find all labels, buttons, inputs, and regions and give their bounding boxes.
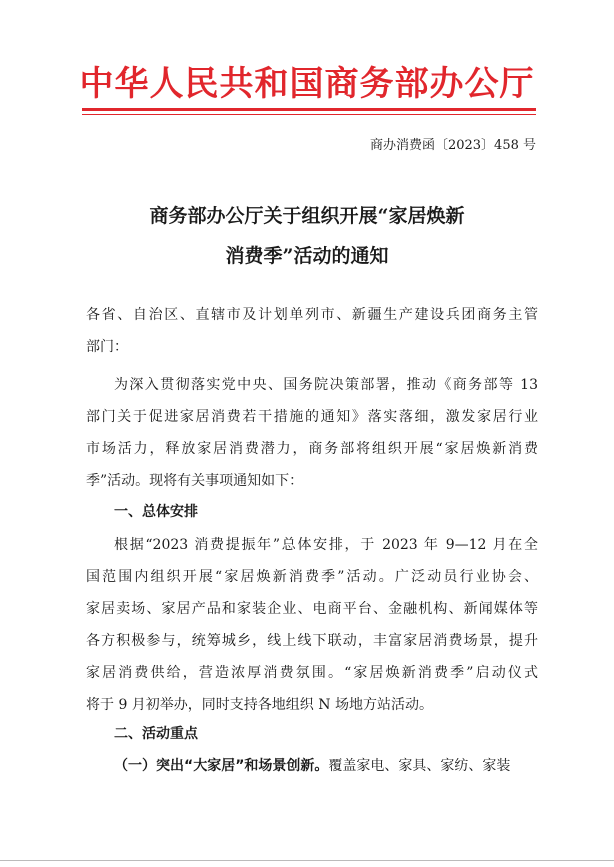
paragraph-line: 家居卖场、家居产品和家装企业、电商平台、金融机构、新闻媒体等 xyxy=(86,601,538,617)
subsection-line xyxy=(114,751,538,781)
paragraph-line: 各方积极参与，统筹城乡，线上线下联动，丰富家居消费场景，提升 xyxy=(86,633,538,649)
document-number: 商办消费函〔2023〕458 号 xyxy=(369,138,536,153)
document-title xyxy=(0,196,614,276)
red-divider-thick xyxy=(82,108,536,111)
paragraph-line: 根据“2023 消费提振年”总体安排，于 2023 年 9—12 月在全 xyxy=(114,537,538,553)
section-heading: 一、总体安排 xyxy=(114,504,198,520)
addressee-line: 各省、自治区、直辖市及计划单列市、新疆生产建设兵团商务主管 xyxy=(86,307,538,323)
red-divider-thin xyxy=(82,114,536,115)
section-heading: 二、活动重点 xyxy=(114,726,198,742)
subsection-heading: （一）突出“大家居”和场景创新。 xyxy=(114,758,329,774)
paragraph-line: 市场活力，释放家居消费潜力，商务部将组织开展“家居焕新消费 xyxy=(86,441,538,457)
paragraph-line: 将于 9 月初举办，同时支持各地组织 N 场地方站活动。 xyxy=(86,697,433,713)
page-bottom-edge xyxy=(0,860,614,861)
document-title-line: 商务部办公厅关于组织开展“家居焕新 xyxy=(149,205,465,227)
document-title-line: 消费季”活动的通知 xyxy=(225,245,389,267)
paragraph-line: 为深入贯彻落实党中央、国务院决策部署，推动《商务部等 13 xyxy=(114,377,538,393)
issuing-office-header: 中华人民共和国商务部办公厅 xyxy=(79,64,535,104)
paragraph-line: 国范围内组织开展“家居焕新消费季”活动。广泛动员行业协会、 xyxy=(86,569,538,585)
paragraph-line: 部门关于促进家居消费若干措施的通知》落实落细，激发家居行业 xyxy=(86,409,538,425)
paragraph-line: 家居消费供给，营造浓厚消费氛围。“家居焕新消费季”启动仪式 xyxy=(86,665,538,681)
subsection-text: 覆盖家电、家具、家纺、家装 xyxy=(328,758,511,774)
addressee-line: 部门： xyxy=(86,339,128,355)
paragraph-line: 季”活动。现将有关事项通知如下： xyxy=(86,473,304,489)
